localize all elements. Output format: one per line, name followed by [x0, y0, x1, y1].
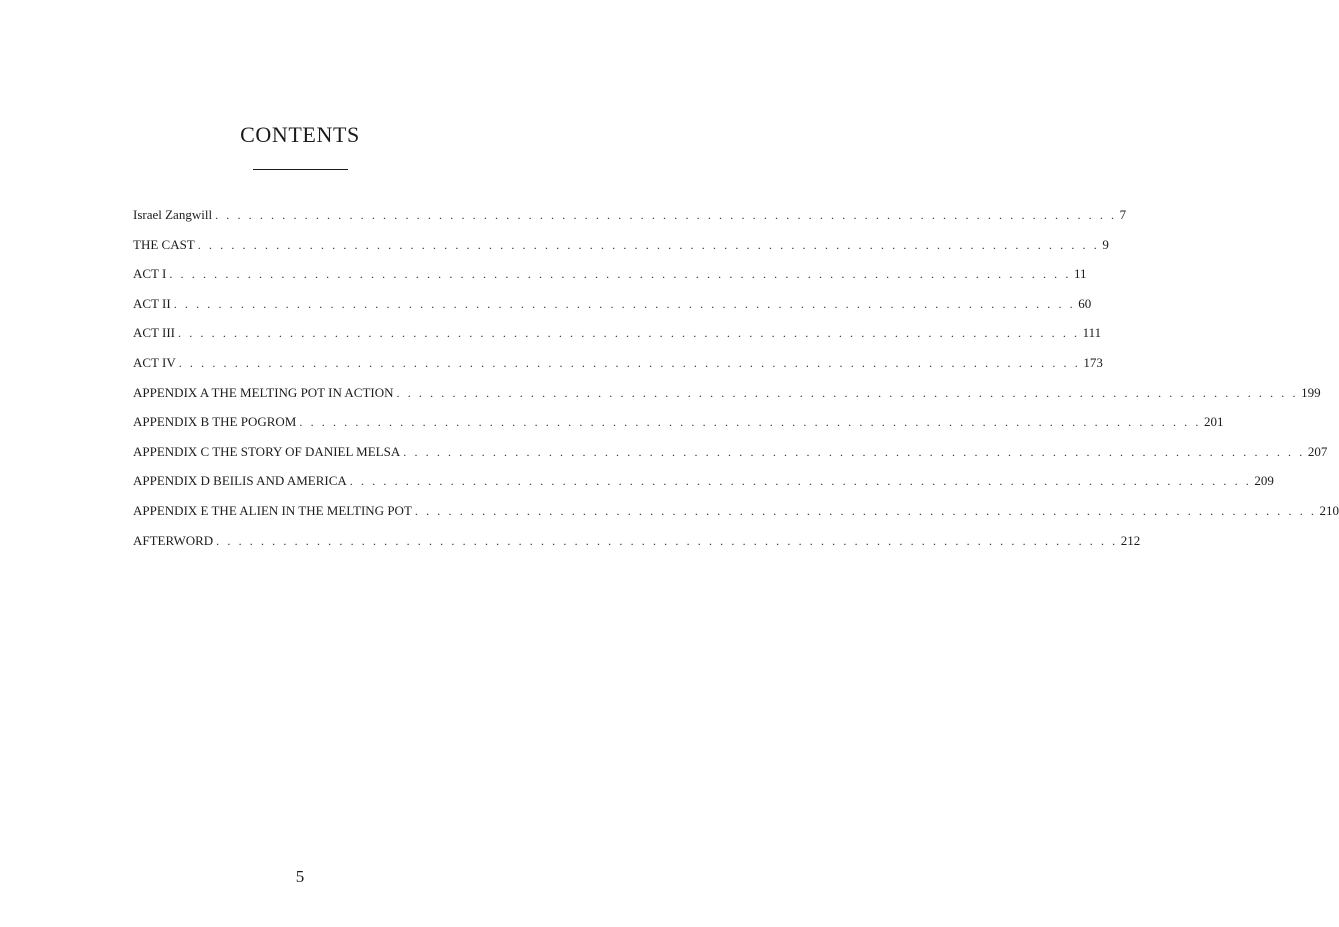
toc-entry-title: THE CAST [133, 236, 195, 252]
dot-leader: . . . . . . . . . . . . . . . . . . . . . . . . . . . . . . . . . . . . . . . . . . . . . . . . . . . . . . . . . . . . . . . . . . . . . . . . . . . . . . . . . [349, 474, 1252, 489]
dot-leader: . . . . . . . . . . . . . . . . . . . . . . . . . . . . . . . . . . . . . . . . . . . . . . . . . . . . . . . . . . . . . . . . . . . . . . . . . . . . . . . . . [197, 237, 1100, 252]
dot-leader: . . . . . . . . . . . . . . . . . . . . . . . . . . . . . . . . . . . . . . . . . . . . . . . . . . . . . . . . . . . . . . . . . . . . . . . . . . . . . . . . . [299, 415, 1201, 430]
dot-leader: . . . . . . . . . . . . . . . . . . . . . . . . . . . . . . . . . . . . . . . . . . . . . . . . . . . . . . . . . . . . . . . . . . . . . . . . . . . . . . . . . [216, 533, 1118, 548]
toc-entry-title: APPENDIX B THE POGROM [133, 414, 297, 430]
toc-entry-title: ACT II [133, 295, 171, 311]
toc-entry-title: APPENDIX A THE MELTING POT IN ACTION [133, 384, 394, 400]
toc-entry[interactable] [133, 294, 1092, 324]
dot-leader: . . . . . . . . . . . . . . . . . . . . . . . . . . . . . . . . . . . . . . . . . . . . . . . . . . . . . . . . . . . . . . . . . . . . . . . . . . . . . . . . . [178, 326, 1080, 341]
toc-entry[interactable] [133, 412, 1224, 442]
toc-entry[interactable] [133, 531, 1141, 561]
toc-entry[interactable] [133, 383, 1321, 413]
dot-leader: . . . . . . . . . . . . . . . . . . . . . . . . . . . . . . . . . . . . . . . . . . . . . . . . . . . . . . . . . . . . . . . . . . . . . . . . . . . . . . . . . [403, 444, 1305, 459]
page-number: 5 [295, 867, 305, 886]
toc-entry-page: 209 [1254, 473, 1274, 489]
dot-leader: . . . . . . . . . . . . . . . . . . . . . . . . . . . . . . . . . . . . . . . . . . . . . . . . . . . . . . . . . . . . . . . . . . . . . . . . . . . . . . . . . [173, 296, 1076, 311]
toc-entry[interactable] [133, 235, 1109, 265]
contents-heading: CONTENTS [240, 122, 360, 147]
toc-entry[interactable] [133, 442, 1328, 472]
toc-entry-title: APPENDIX E THE ALIEN IN THE MELTING POT [133, 502, 412, 518]
toc-entry-page: 11 [1073, 266, 1087, 282]
toc-entry-title: Israel Zangwill [133, 207, 213, 222]
table-of-contents [133, 205, 1339, 560]
toc-entry-title: ACT III [133, 325, 176, 341]
toc-entry-page: 212 [1120, 532, 1141, 548]
toc-entry-title: ACT I [133, 266, 167, 282]
dot-leader: . . . . . . . . . . . . . . . . . . . . . . . . . . . . . . . . . . . . . . . . . . . . . . . . . . . . . . . . . . . . . . . . . . . . . . . . . . . . . . . . . [169, 267, 1071, 282]
toc-entry-title: APPENDIX D BEILIS AND AMERICA [133, 473, 347, 489]
toc-entry-page: 207 [1307, 443, 1328, 459]
dot-leader: . . . . . . . . . . . . . . . . . . . . . . . . . . . . . . . . . . . . . . . . . . . . . . . . . . . . . . . . . . . . . . . . . . . . . . . . . . . . . . . . . [414, 503, 1317, 518]
dot-leader: . . . . . . . . . . . . . . . . . . . . . . . . . . . . . . . . . . . . . . . . . . . . . . . . . . . . . . . . . . . . . . . . . . . . . . . . . . . . . . . . . [178, 355, 1081, 370]
toc-entry-title: AFTERWORD [133, 532, 214, 548]
dot-leader: . . . . . . . . . . . . . . . . . . . . . . . . . . . . . . . . . . . . . . . . . . . . . . . . . . . . . . . . . . . . . . . . . . . . . . . . . . . . . . . . . [396, 385, 1299, 400]
toc-entry[interactable] [133, 353, 1103, 383]
toc-entry[interactable] [133, 471, 1274, 501]
heading-rule [253, 169, 348, 170]
toc-entry[interactable] [133, 205, 1127, 235]
toc-entry-page: 201 [1203, 414, 1224, 430]
toc-entry-title: APPENDIX C THE STORY OF DANIEL MELSA [133, 443, 401, 459]
dot-leader: . . . . . . . . . . . . . . . . . . . . . . . . . . . . . . . . . . . . . . . . . . . . . . . . . . . . . . . . . . . . . . . . . . . . . . . . . . . . . . . . . [215, 208, 1117, 222]
toc-entry-page: 210 [1319, 502, 1339, 518]
toc-entry[interactable] [133, 264, 1087, 294]
toc-entry-page: 9 [1102, 236, 1109, 252]
toc-entry[interactable] [133, 323, 1102, 353]
toc-entry-page: 111 [1082, 325, 1102, 341]
toc-entry-title: ACT IV [133, 354, 176, 370]
toc-entry-page: 199 [1301, 384, 1321, 400]
toc-entry-page: 60 [1078, 295, 1092, 311]
toc-entry[interactable] [133, 501, 1339, 531]
toc-entry-page: 7 [1119, 207, 1127, 222]
toc-entry-page: 173 [1083, 354, 1103, 370]
